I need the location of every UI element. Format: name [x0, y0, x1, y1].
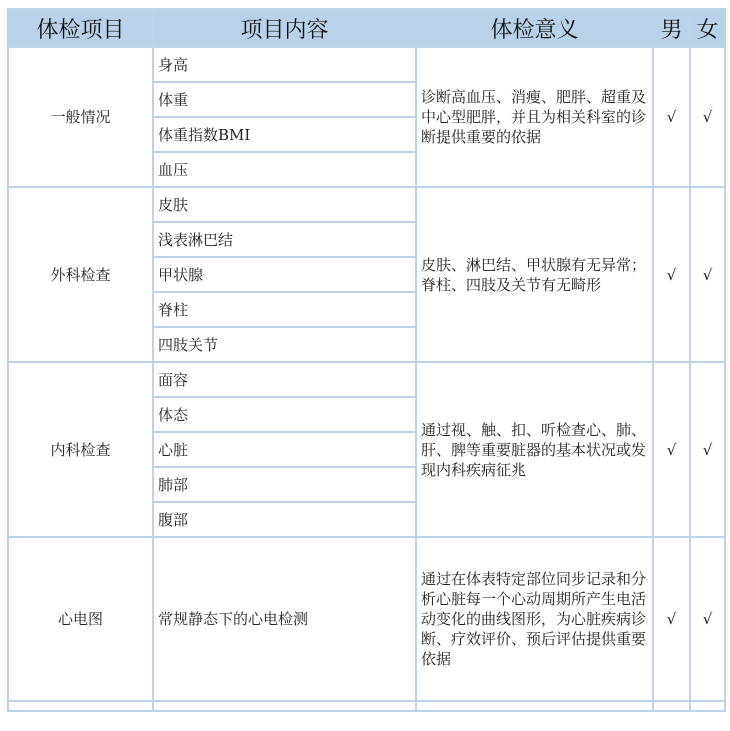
- item-cell: 血压: [153, 152, 416, 187]
- item-cell: 浅表淋巴结: [153, 222, 416, 257]
- category-cell: 外科检查: [8, 187, 153, 362]
- empty-cell: [8, 701, 153, 711]
- table-row-partial: [8, 701, 725, 711]
- table-row: [8, 47, 725, 82]
- empty-cell: [153, 701, 416, 711]
- male-check-mark: √: [653, 47, 690, 187]
- header-female: 女: [690, 9, 725, 47]
- header-content: 项目内容: [153, 9, 416, 47]
- category-cell: 内科检查: [8, 362, 153, 537]
- item-cell: 体态: [153, 397, 416, 432]
- category-cell: 一般情况: [8, 47, 153, 187]
- item-cell: 脊柱: [153, 292, 416, 327]
- header-male: 男: [653, 9, 690, 47]
- table-row: [8, 362, 725, 397]
- item-cell: 常规静态下的心电检测: [153, 537, 416, 701]
- item-cell: 肺部: [153, 467, 416, 502]
- header-meaning: 体检意义: [416, 9, 653, 47]
- header-category: 体检项目: [8, 9, 153, 47]
- table-row: [8, 537, 725, 701]
- item-cell: 心脏: [153, 432, 416, 467]
- item-cell: 体重指数BMI: [153, 117, 416, 152]
- meaning-text: 通过视、触、扣、听检查心、肺、肝、脾等重要脏器的基本状况或发现内科疾病征兆: [421, 420, 647, 479]
- item-cell: 皮肤: [153, 187, 416, 222]
- female-check-mark: √: [690, 362, 725, 537]
- male-check-mark: √: [653, 187, 690, 362]
- female-check-mark: √: [690, 537, 725, 701]
- item-cell: 身高: [153, 47, 416, 82]
- male-check-mark: √: [653, 362, 690, 537]
- item-cell: 甲状腺: [153, 257, 416, 292]
- male-check-mark: √: [653, 537, 690, 701]
- empty-cell: [653, 701, 690, 711]
- meaning-cell: [416, 47, 653, 187]
- item-cell: 体重: [153, 82, 416, 117]
- meaning-cell: [416, 362, 653, 537]
- female-check-mark: √: [690, 187, 725, 362]
- category-cell: 心电图: [8, 537, 153, 701]
- table-row: [8, 187, 725, 222]
- health-check-table: [7, 8, 726, 712]
- empty-cell: [690, 701, 725, 711]
- header-row: [8, 9, 725, 47]
- female-check-mark: √: [690, 47, 725, 187]
- meaning-text: 通过在体表特定部位同步记录和分析心脏每一个心动周期所产生电活动变化的曲线图形，为心脏疾病诊断、疗效评价、预后评估提供重要依据: [421, 570, 647, 668]
- item-cell: 腹部: [153, 502, 416, 537]
- item-cell: 四肢关节: [153, 327, 416, 362]
- empty-cell: [416, 701, 653, 711]
- meaning-cell: [416, 537, 653, 701]
- meaning-cell: [416, 187, 653, 362]
- meaning-text: 诊断高血压、消瘦、肥胖、超重及中心型肥胖，并且为相关科室的诊断提供重要的依据: [421, 88, 647, 146]
- item-cell: 面容: [153, 362, 416, 397]
- meaning-text: 皮肤、淋巴结、甲状腺有无异常；脊柱、四肢及关节有无畸形: [421, 255, 647, 294]
